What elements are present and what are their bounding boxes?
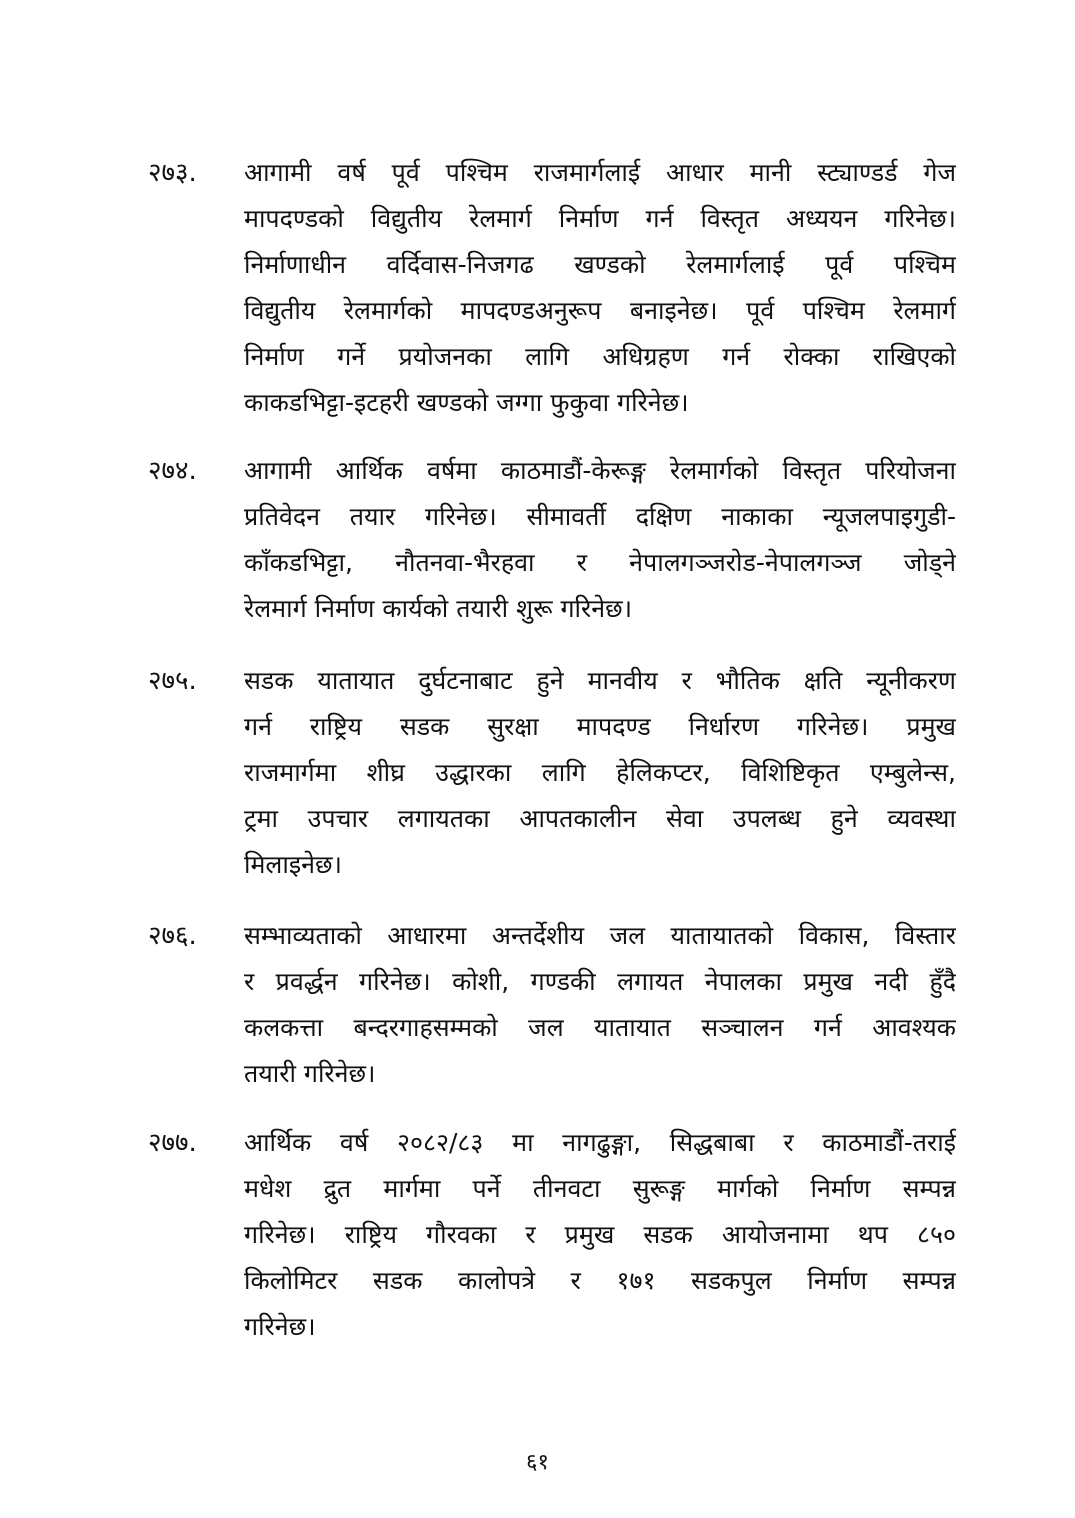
paragraph-text: [244, 150, 956, 426]
text-line: किलोमिटर सडक कालोपत्रे र १७१ सडकपुल निर्माण सम्पन्न: [244, 1266, 956, 1295]
paragraph-text: [244, 913, 956, 1097]
text-line: मधेश द्रुत मार्गमा पर्ने तीनवटा सुरूङ्ग मार्गको निर्माण सम्पन्न: [244, 1174, 956, 1203]
text-line: आगामी वर्ष पूर्व पश्चिम राजमार्गलाई आधार मानी स्ट्याण्डर्ड गेज: [244, 158, 956, 187]
text-line: आगामी आर्थिक वर्षमा काठमाडौं-केरूङ्ग रेलमार्गको विस्तृत परियोजना: [244, 456, 956, 485]
text-line: र प्रवर्द्धन गरिनेछ। कोशी, गण्डकी लगायत नेपालका प्रमुख नदी हुँदै: [244, 967, 956, 996]
text-line: गरिनेछ। राष्ट्रिय गौरवका र प्रमुख सडक आयोजनामा थप ८५०: [244, 1220, 956, 1249]
paragraph-number: २७४.: [148, 456, 197, 486]
text-line: काकडभिट्टा-इटहरी खण्डको जग्गा फुकुवा गरिनेछ।: [244, 388, 689, 417]
paragraph-number: २७६.: [148, 921, 197, 951]
text-line: निर्माणाधीन वर्दिवास-निजगढ खण्डको रेलमार्गलाई पूर्व पश्चिम: [244, 250, 956, 279]
paragraph-text: [244, 658, 956, 888]
text-line: गरिनेछ।: [244, 1312, 316, 1341]
paragraph-number: २७३.: [148, 158, 197, 188]
paragraph-text: [244, 1120, 956, 1350]
text-line: ट्रमा उपचार लगायतका आपतकालीन सेवा उपलब्ध हुने व्यवस्था: [244, 804, 956, 833]
text-line: प्रतिवेदन तयार गरिनेछ। सीमावर्ती दक्षिण नाकाका न्यूजलपाइगुडी-: [244, 502, 956, 531]
text-line: सडक यातायात दुर्घटनाबाट हुने मानवीय र भौतिक क्षति न्यूनीकरण: [244, 666, 956, 695]
text-line: गर्न राष्ट्रिय सडक सुरक्षा मापदण्ड निर्धारण गरिनेछ। प्रमुख: [244, 712, 956, 741]
paragraph-number: २७७.: [148, 1128, 197, 1158]
text-line: तयारी गरिनेछ।: [244, 1059, 376, 1088]
text-line: निर्माण गर्ने प्रयोजनका लागि अधिग्रहण गर्न रोक्का राखिएको: [244, 342, 956, 371]
text-line: राजमार्गमा शीघ्र उद्धारका लागि हेलिकप्टर, विशिष्टिकृत एम्बुलेन्स,: [244, 758, 956, 787]
text-line: मापदण्डको विद्युतीय रेलमार्ग निर्माण गर्न विस्तृत अध्ययन गरिनेछ।: [244, 204, 956, 233]
paragraph-text: [244, 448, 956, 632]
text-line: कलकत्ता बन्दरगाहसम्मको जल यातायात सञ्चालन गर्न आवश्यक: [244, 1013, 956, 1042]
paragraph-number: २७५.: [148, 666, 197, 696]
text-line: विद्युतीय रेलमार्गको मापदण्डअनुरूप बनाइनेछ। पूर्व पश्चिम रेलमार्ग: [244, 296, 956, 325]
text-line: सम्भाव्यताको आधारमा अन्तर्देशीय जल यातायातको विकास, विस्तार: [244, 921, 956, 950]
text-line: मिलाइनेछ।: [244, 850, 343, 879]
text-line: काँकडभिट्टा, नौतनवा-भैरहवा र नेपालगञ्जरोड-नेपालगञ्ज जोड्ने: [244, 548, 956, 577]
text-line: आर्थिक वर्ष २०८२/८३ मा नागढुङ्गा, सिद्धबाबा र काठमाडौं-तराई: [244, 1128, 956, 1157]
page-number: ६१: [526, 1450, 549, 1475]
text-line: रेलमार्ग निर्माण कार्यको तयारी शुरू गरिनेछ।: [244, 594, 633, 623]
